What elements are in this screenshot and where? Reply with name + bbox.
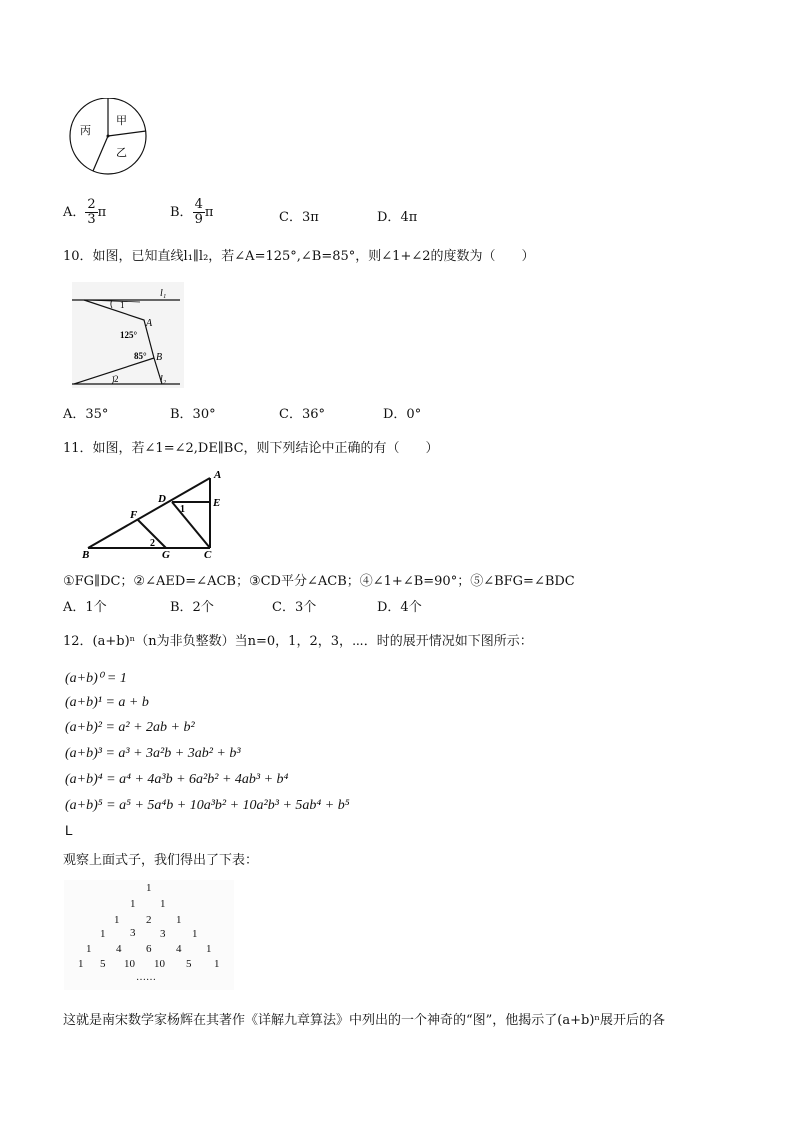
pascal-triangle — [64, 880, 234, 990]
pascal-r4-2: 6 — [146, 943, 152, 955]
expansion-5: (a+b)⁵ = a⁵ + 5a⁴b + 10a³b² + 10a²b³ + 5ab⁴ + b⁵ — [65, 798, 350, 813]
pie-label-jia: 甲 — [116, 114, 127, 127]
expansion-4: (a+b)⁴ = a⁴ + 4a³b + 6a²b² + 4ab³ + b⁴ — [65, 772, 289, 787]
pie-figure — [66, 98, 150, 178]
label-angle-2: 2 — [150, 538, 155, 549]
pascal-r0-0: 1 — [146, 882, 152, 894]
pascal-r5-1: 5 — [100, 958, 106, 970]
label-A: A — [146, 318, 153, 329]
q9-option-c: C．3π — [279, 210, 319, 225]
q10-question: 10．如图，已知直线l₁∥l₂，若∠A=125°,∠B=85°，则∠1+∠2的度数为（ ） — [63, 249, 535, 264]
label-B: B — [156, 352, 163, 363]
q10-option-b: B．30° — [170, 407, 216, 422]
label-G: G — [162, 549, 170, 560]
q11-option-c: C．3个 — [272, 600, 317, 615]
q11-option-a: A．1个 — [63, 600, 107, 615]
pascal-r5-5: 1 — [214, 958, 220, 970]
label-85: 85° — [134, 351, 147, 361]
label-E: E — [213, 497, 221, 509]
q11-option-d: D．4个 — [377, 600, 422, 615]
label-D: D — [158, 493, 166, 505]
expansion-0: (a+b)⁰ = 1 — [65, 671, 127, 686]
pascal-r2-1: 2 — [146, 914, 152, 926]
pascal-r4-3: 4 — [176, 943, 182, 955]
label-B: B — [82, 549, 90, 560]
label-angle-1: 1 — [180, 504, 185, 515]
q10-option-d: D．0° — [383, 407, 422, 422]
q11-option-b: B．2个 — [170, 600, 214, 615]
label-125: 125° — [120, 330, 138, 340]
pascal-r3-0: 1 — [100, 928, 106, 940]
parallel-lines-figure — [72, 282, 184, 388]
label-angle-2: 2 — [114, 374, 119, 384]
pascal-r2-2: 1 — [176, 914, 182, 926]
pascal-r5-0: 1 — [78, 958, 84, 970]
q10-option-a: A．35° — [63, 407, 109, 422]
q11-conclusions: ①FG∥DC；②∠AED=∠ACB；③CD平分∠ACB；④∠1+∠B=90°；⑤∠BFG=∠BDC — [63, 574, 575, 589]
pie-label-yi: 乙 — [116, 146, 127, 159]
label-angle-1: 1 — [120, 300, 125, 310]
pascal-r3-3: 1 — [192, 928, 198, 940]
label-F: F — [130, 509, 138, 521]
pascal-r2-0: 1 — [114, 914, 120, 926]
pascal-r4-0: 1 — [86, 943, 92, 955]
pascal-r1-0: 1 — [130, 898, 136, 910]
closing-text: 这就是南宋数学家杨辉在其著作《详解九章算法》中列出的一个神奇的“图”，他揭示了(a+b)ⁿ展开后的各 — [63, 1013, 666, 1028]
q10-option-c: C．36° — [279, 407, 325, 422]
pascal-r1-1: 1 — [160, 898, 166, 910]
label-l2: l₂ — [160, 374, 167, 385]
expansion-2: (a+b)² = a² + 2ab + b² — [65, 720, 195, 735]
label-C: C — [204, 549, 212, 560]
q9-option-b: B． $\frac{4}{9}$ π — [170, 197, 214, 227]
triangle-figure — [80, 468, 230, 560]
pascal-r5-3: 10 — [154, 958, 165, 970]
label-l1: l₁ — [160, 288, 167, 299]
expansion-1: (a+b)¹ = a + b — [65, 695, 149, 710]
ellipsis-mark: L — [65, 822, 73, 838]
q9-option-d: D．4π — [377, 210, 418, 225]
pascal-r4-4: 1 — [206, 943, 212, 955]
q11-question: 11．如图，若∠1=∠2,DE∥BC，则下列结论中正确的有（ ） — [63, 441, 439, 456]
pascal-r3-1: 3 — [130, 927, 136, 939]
observe-text: 观察上面式子，我们得出了下表： — [63, 853, 259, 868]
pascal-dots: …… — [136, 972, 156, 983]
q9-option-a: A． $\frac{2}{3}$ π — [63, 197, 107, 227]
expansion-3: (a+b)³ = a³ + 3a²b + 3ab² + b³ — [65, 746, 241, 761]
pascal-r4-1: 4 — [116, 943, 122, 955]
pascal-r5-4: 5 — [186, 958, 192, 970]
q12-question: 12．(a+b)ⁿ（n为非负整数）当n=0，1，2，3，⋯．时的展开情况如下图所示： — [63, 634, 533, 649]
label-A: A — [214, 469, 222, 481]
pascal-r3-2: 3 — [160, 928, 166, 940]
pascal-r5-2: 10 — [124, 958, 135, 970]
pie-label-bing: 丙 — [80, 124, 91, 137]
